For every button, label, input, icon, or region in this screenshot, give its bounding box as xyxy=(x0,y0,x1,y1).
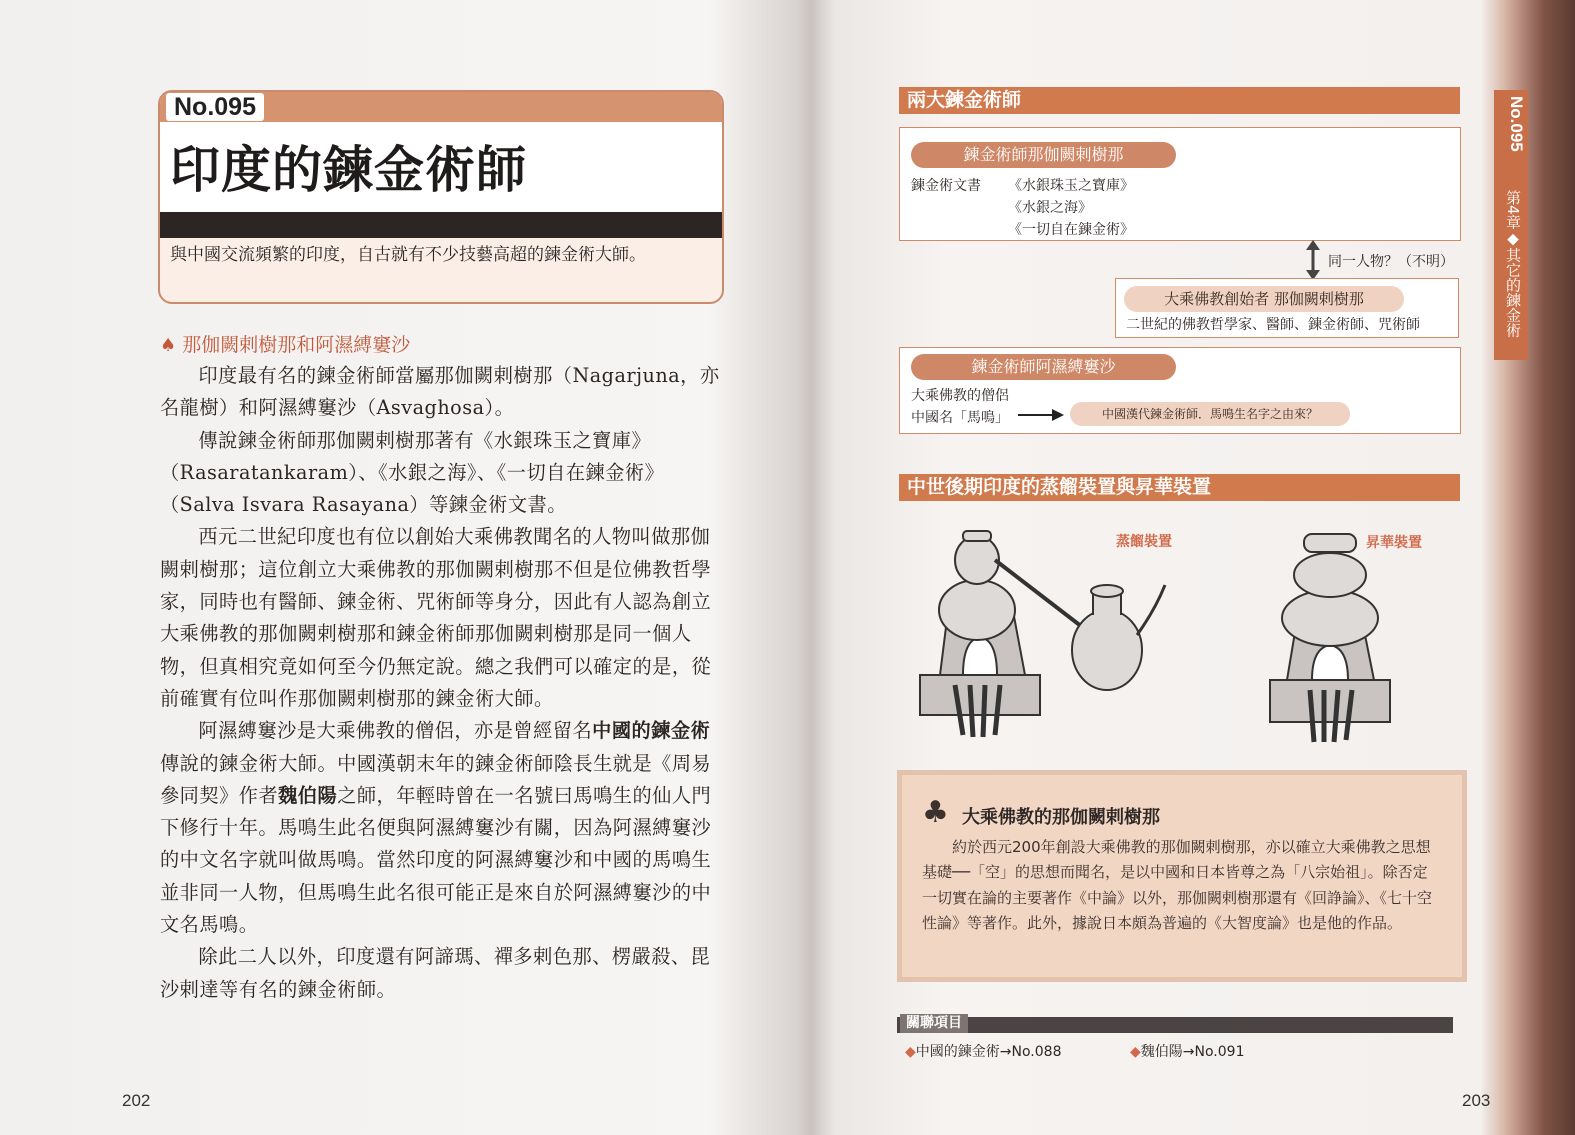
info-box-body: 約於西元200年創設大乘佛教的那伽闕剌樹那，亦以確立大乘佛教之思想基礎──「空」的思想而聞名，是以中國和日本皆尊之為「八宗始祖」。除否定一切實在論的主要著作《中論》以外，那伽闕剌樹那還有《回諍論》、《七十空性論》等著作。此外，據說日本頗為普遍的《大智度論》也是他的作品。 xyxy=(922,838,1433,932)
body-text xyxy=(160,360,722,1006)
side-tab-number: No.095 xyxy=(1507,96,1526,152)
paragraph: 印度最有名的鍊金術師當屬那伽闕剌樹那（Nagarjuna，亦名龍樹）和阿濕縛窶沙（Asvaghosa）。 xyxy=(160,364,720,420)
book-title: 《一切自在鍊金術》 xyxy=(1008,222,1134,238)
section-heading xyxy=(160,330,410,357)
related-link-item[interactable] xyxy=(905,1041,1061,1061)
section-bar-two-alchemists: 兩大鍊金術師 xyxy=(899,87,1460,114)
text-run: 之師，年輕時曾在一名號曰馬鳴生的仙人門下修行十年。馬鳴生此名便與阿濕縛窶沙有關，因為阿濕縛窶沙的中文名字就叫做馬鳴。當然印度的阿濕縛窶沙和中國的馬鳴生並非同一人物，但馬鳴生此名很可能正是來自於阿濕縛窶沙的中文名馬鳴。 xyxy=(160,783,712,937)
book-title: 《水銀之海》 xyxy=(1008,200,1092,216)
paragraph: 傳說鍊金術師那伽闕剌樹那著有《水銀珠玉之寶庫》（Rasaratankaram）、《水銀之海》、《一切自在鍊金術》（Salva Isvara Rasayana）等鍊金術文書。 xyxy=(160,428,665,517)
related-link-item[interactable] xyxy=(1130,1041,1244,1061)
paragraph: 西元二世紀印度也有位以創始大乘佛教聞名的人物叫做那伽闕剌樹那；這位創立大乘佛教的那伽闕剌樹那不但是位佛教哲學家，同時也有醫師、鍊金術、咒術師等身分，因此有人認為創立大乘佛教的那伽闕剌樹那和鍊金術師那伽闕剌樹那是同一個人物，但真相究竟如何至今仍無定說。總之我們可以確定的是，從前確實有位叫作那伽闕剌樹那的鍊金術大師。 xyxy=(160,525,712,710)
paragraph xyxy=(160,715,722,941)
related-link-text: 中國的鍊金術→No.088 xyxy=(915,1044,1062,1060)
bold-term: 魏伯陽 xyxy=(278,783,338,807)
entry-number: No.095 xyxy=(166,93,264,121)
section-bar-apparatus: 中世後期印度的蒸餾裝置與昇華裝置 xyxy=(899,474,1460,501)
info-box-title: 大乘佛教的那伽闕剌樹那 xyxy=(962,807,1160,828)
pill-asvaghosa: 鍊金術師阿濕縛窶沙 xyxy=(911,354,1176,380)
label-sublimation: 昇華裝置 xyxy=(1366,535,1422,551)
diamond-icon: ◆ xyxy=(1130,1044,1141,1060)
sublimation-apparatus-illustration xyxy=(1262,530,1402,745)
related-bar xyxy=(897,1017,1453,1033)
text-run: 傳說的鍊金術大師。中國漢朝末年的鍊金術師陰長生就是《周易參同契》作者 xyxy=(160,751,712,807)
club-icon: ♣ xyxy=(922,795,949,830)
asvaghosa-line1: 大乘佛教的僧侶 xyxy=(911,388,1009,404)
page-number-left: 202 xyxy=(122,1091,151,1110)
pill-nagarjuna-alchemist: 鍊金術師那伽闕剌樹那 xyxy=(911,142,1176,168)
paragraph: 除此二人以外，印度還有阿諦瑪、禪多剌色那、楞嚴殺、毘沙剌達等有名的鍊金術師。 xyxy=(160,945,711,1001)
page-title: 印度的鍊金術師 xyxy=(170,141,527,199)
founder-description: 二世紀的佛教哲學家、醫師、鍊金術師、咒術師 xyxy=(1126,317,1420,333)
same-person-note: 同一人物？（不明） xyxy=(1328,254,1454,270)
book-title: 《水銀珠玉之寶庫》 xyxy=(1008,178,1134,194)
related-title: 關聯項目 xyxy=(900,1014,968,1033)
bold-term: 中國的鍊金術 xyxy=(592,719,711,743)
related-link-text: 魏伯陽→No.091 xyxy=(1140,1044,1245,1060)
distillation-apparatus-illustration xyxy=(915,525,1175,745)
pill-mahayana-founder: 大乘佛教創始者 那伽闕剌樹那 xyxy=(1124,286,1404,312)
side-tab-chapter: 第4章◆其它的鍊金術 xyxy=(1504,190,1522,338)
info-box-mahayana-nagarjuna xyxy=(897,770,1467,982)
double-arrow-icon xyxy=(1300,240,1326,280)
right-arrow-icon xyxy=(1018,408,1064,422)
page-number-right: 203 xyxy=(1462,1091,1491,1110)
diamond-icon: ◆ xyxy=(905,1044,916,1060)
asvaghosa-line2: 中國名「馬鳴」 xyxy=(911,410,1009,426)
text-run: 阿濕縛窶沙是大乘佛教的僧侶，亦是曾經留名 xyxy=(198,719,593,743)
books-label: 鍊金術文書 xyxy=(911,178,981,194)
label-distillation: 蒸餾裝置 xyxy=(1116,534,1172,550)
pill-masheng-origin: 中國漢代鍊金術師．馬鳴生名字之由來？ xyxy=(1070,402,1350,426)
section-heading-text: 那伽闕剌樹那和阿濕縛窶沙 xyxy=(182,334,411,356)
title-divider xyxy=(160,212,722,238)
lead-text: 與中國交流頻繁的印度，自古就有不少技藝高超的鍊金術大師。 xyxy=(170,245,646,265)
entry-header-card xyxy=(158,90,724,304)
spade-icon: ♠ xyxy=(160,335,177,356)
